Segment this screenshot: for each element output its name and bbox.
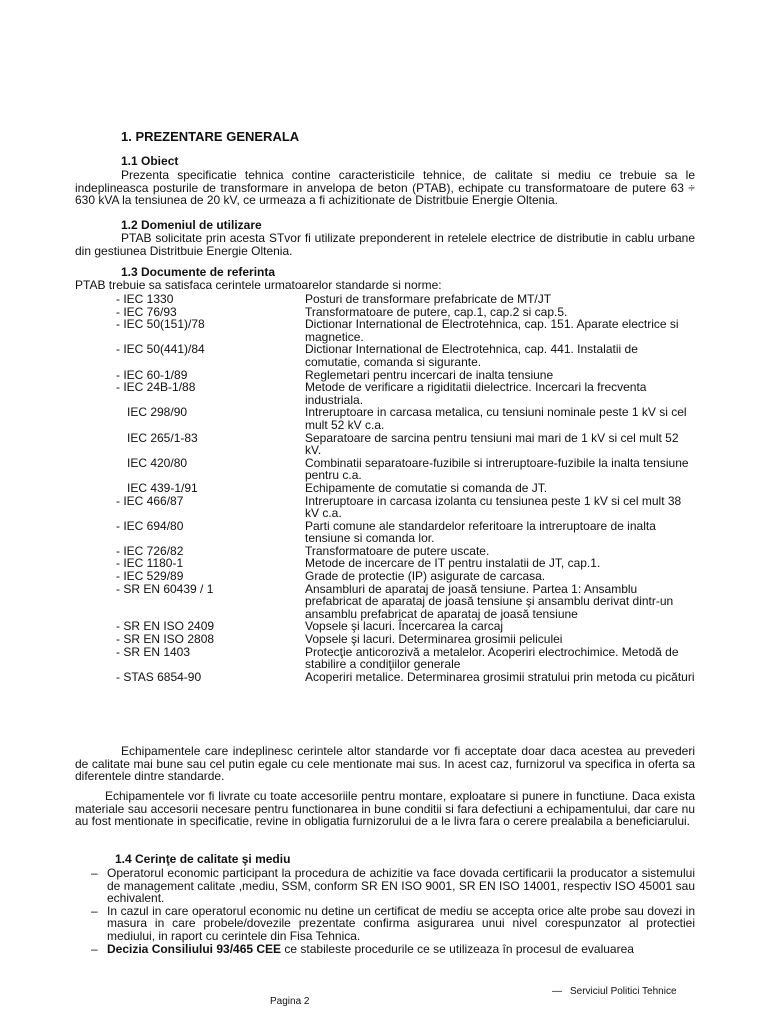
reference-description: Transformatoare de putere uscate.: [305, 543, 490, 558]
reference-description: Metode de incercare de IT pentru instalatii de JT, cap.1.: [305, 556, 601, 571]
paragraph-standards-text: Echipamentele care indeplinesc cerintele altor standarde vor fi acceptate doar daca acestea au prevederi de calitate mai bune sau cel putin egale cu cele mentionate mai sus. In acest caz, furnizorul va specifica in oferta sa diferentele dintre standarde.: [75, 744, 695, 784]
reference-code: - IEC 50(151)/78: [116, 317, 205, 332]
reference-code: - IEC 529/89: [116, 569, 184, 584]
reference-row: [75, 318, 695, 343]
reference-description: Vopsele şi lacuri. Încercarea la carcaj: [305, 619, 504, 634]
reference-code: - IEC 694/80: [116, 518, 184, 533]
reference-row: [75, 482, 695, 495]
references-list: [75, 293, 695, 683]
bullet-dash-icon: –: [91, 903, 98, 918]
reference-code: - STAS 6854-90: [116, 669, 202, 684]
requirement-text: [97, 905, 695, 943]
footer-department-text: Serviciul Politici Tehnice: [570, 986, 677, 997]
requirement-item: [75, 943, 695, 956]
reference-code: - IEC 726/82: [116, 543, 184, 558]
heading-1-1: 1.1 Obiect: [121, 154, 179, 168]
reference-row: [75, 343, 695, 368]
requirement-text: [97, 943, 695, 956]
reference-description: Echipamente de comutatie si comanda de JT.: [305, 480, 548, 495]
reference-row: [75, 495, 695, 520]
reference-description: Ansambluri de aparataj de joasă tensiune. Partea 1: Ansamblu prefabricat de aparataj de joasă tensiune şi ansamblu derivat dintr-un ansamblu prefabricat de aparataj de joasă tensiune: [305, 581, 674, 621]
footer-department: [552, 986, 677, 999]
requirement-body: ce stabileste procedurile ce se utilizeaza în procesul de evaluarea: [281, 941, 634, 956]
reference-row: [75, 671, 695, 684]
reference-description: Parti comune ale standardelor referitoare la intreruptoare de inalta tensiune si comanda lor.: [305, 518, 656, 546]
requirement-lead: Decizia Consiliului 93/465 CEE: [107, 941, 282, 956]
paragraph-object: [75, 169, 695, 207]
paragraph-accessories: [75, 790, 695, 828]
reference-row: [75, 457, 695, 482]
reference-row: [75, 381, 695, 406]
bullet-dash-icon: –: [91, 866, 98, 880]
requirement-body: Operatorul economic participant la procedura de achizitie va face dovada certificarii la producator a sistemului de management calitate ,mediu, SSM, conform SR EN ISO 9001, SR EN ISO 14001, respectiv ISO 45001 sau echivalent.: [107, 866, 695, 906]
reference-code: IEC 420/80: [127, 455, 188, 470]
reference-description: Combinatii separatoare-fuzibile si intreruptoare-fuzibile la inalta tensiune pentru c.a.: [305, 455, 689, 483]
reference-description: Protecţie anticorozivă a metalelor. Acoperiri electrochimice. Metodă de stabilire a condiţiilor generale: [305, 644, 679, 672]
footer-mark: —: [552, 986, 562, 997]
quality-requirements-list: [75, 867, 695, 955]
reference-description: Vopsele şi lacuri. Determinarea grosimii peliculei: [305, 632, 563, 647]
reference-description: Reglemetari pentru incercari de inalta tensiune: [305, 367, 554, 382]
heading-1-2: 1.2 Domeniul de utilizare: [121, 218, 262, 232]
reference-code: IEC 439-1/91: [127, 480, 198, 495]
reference-description: Acoperiri metalice. Determinarea grosimii stratului prin metoda cu picături: [305, 669, 695, 684]
paragraph-object-text: Prezenta specificatie tehnica contine caracteristicile tehnice, de calitate si mediu ce trebuie sa le indeplineasca posturile de transformare in anvelopa de beton (PTAB), echipate cu transformatoare de putere 63 ÷ 630 kVA la tensiunea de 20 kV, ce urmeaza a fi achizitionate de Distritbuie Energie Oltenia.: [75, 168, 695, 208]
reference-row: [75, 293, 695, 306]
bullet-dash-icon: –: [91, 941, 98, 956]
reference-code: - SR EN 1403: [116, 644, 191, 659]
reference-code: - SR EN ISO 2409: [116, 619, 215, 634]
requirement-item: [75, 867, 695, 905]
reference-description: Separatoare de sarcina pentru tensiuni mai mari de 1 kV si cel mult 52 kV.: [305, 430, 679, 458]
reference-description: Dictionar International de Electrotehnica, cap. 151. Aparate electrice si magnetice.: [305, 317, 679, 344]
section-title: 1. PREZENTARE GENERALA: [121, 129, 300, 144]
reference-description: Intreruptoare in carcasa metalica, cu tensiuni nominale peste 1 kV si cel mult 52 kV c.a.: [305, 405, 687, 432]
paragraph-domain: [75, 232, 695, 257]
heading-1-4: 1.4 Cerinţe de calitate şi mediu: [115, 852, 291, 866]
reference-row: [75, 633, 695, 646]
reference-description: Grade de protectie (IP) asigurate de carcasa.: [305, 569, 546, 584]
reference-row: [75, 520, 695, 545]
reference-code: - IEC 1180-1: [116, 556, 184, 571]
reference-row: [75, 646, 695, 671]
reference-code: - IEC 466/87: [116, 493, 184, 508]
reference-code: - SR EN ISO 2808: [116, 632, 215, 647]
reference-code: - SR EN 60439 / 1: [116, 581, 214, 596]
reference-code: - IEC 24B-1/88: [116, 380, 196, 395]
requirement-text: [97, 867, 695, 905]
heading-1-3: 1.3 Documente de referinta: [121, 265, 276, 279]
requirement-item: [75, 905, 695, 943]
paragraph-domain-text: PTAB solicitate prin acesta STvor fi utilizate preponderent in retelele electrice de distributie in cablu urbane din gestiunea Distritbuie Energie Oltenia.: [75, 231, 695, 258]
reference-code: IEC 298/90: [127, 405, 188, 420]
footer-page-number: Pagina 2: [270, 996, 310, 1007]
reference-code: - IEC 60-1/89: [116, 367, 188, 382]
reference-description: Posturi de transformare prefabricate de MT/JT: [305, 292, 552, 306]
reference-description: Metode de verificare a rigiditatii dielectrice. Incercari la frecventa industriala.: [305, 380, 647, 407]
reference-code: - IEC 50(441)/84: [116, 342, 205, 357]
reference-description: Transformatoare de putere, cap.1, cap.2 si cap.5.: [305, 304, 568, 319]
reference-row: [75, 432, 695, 457]
references-intro: PTAB trebuie sa satisfaca cerintele urmatoarelor standarde si norme:: [75, 278, 442, 292]
reference-code: - IEC 1330: [116, 292, 174, 306]
paragraph-standards: [75, 745, 695, 783]
requirement-body: In cazul in care operatorul economic nu detine un certificat de mediu se accepta orice alte probe sau dovezi in masura in care probele/dovezile prezentate confirma asigurarea unui nivel corespunzator al protectiei mediului, in raport cu cerintele din Fisa Tehnica.: [107, 903, 695, 943]
reference-row: [75, 583, 695, 621]
reference-code: IEC 265/1-83: [127, 430, 198, 445]
reference-description: Intreruptoare in carcasa izolanta cu tensiunea peste 1 kV si cel mult 38 kV c.a.: [305, 493, 682, 521]
reference-description: Dictionar International de Electrotehnica, cap. 441. Instalatii de comutatie, comanda si sigurante.: [305, 342, 638, 369]
reference-row: [75, 570, 695, 583]
paragraph-accessories-text: Echipamentele vor fi livrate cu toate accesoriile pentru montare, exploatare si punere in functiune. Daca exista materiale sau accesorii necesare pentru functionarea in bune conditii si fara defectiuni a echipamentului, dar care nu au fost mentionate in specificatie, revine in obligatia furnizorului de a le livra fara o cerere prealabila a beneficiarului.: [75, 789, 695, 829]
reference-code: - IEC 76/93: [116, 304, 177, 319]
reference-row: [75, 406, 695, 431]
